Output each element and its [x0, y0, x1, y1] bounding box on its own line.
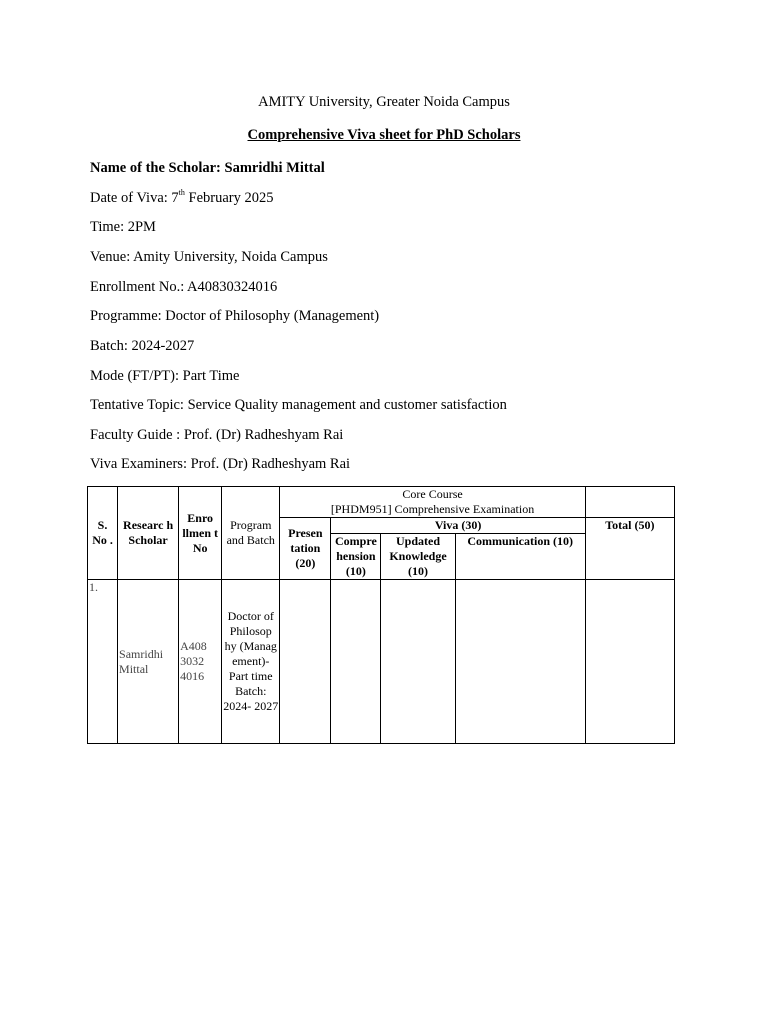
header-presentation: Presen tation (20)	[280, 518, 331, 580]
cell-scholar: Samridhi Mittal	[118, 580, 179, 744]
sheet-title: Comprehensive Viva sheet for PhD Scholars	[247, 127, 521, 143]
cell-comprehension	[331, 580, 381, 744]
cell-communication	[455, 580, 585, 744]
cell-presentation	[280, 580, 331, 744]
header-blank	[585, 487, 674, 518]
cell-total	[585, 580, 674, 744]
university-name: AMITY University, Greater Noida Campus	[258, 94, 510, 110]
header-total: Total (50)	[585, 518, 674, 580]
header-communication: Communication (10)	[455, 534, 585, 580]
cell-sno: 1.	[88, 580, 118, 744]
enrollment-number: Enrollment No.: A40830324016	[90, 279, 278, 295]
header-enrollment: Enro llmen t No	[179, 487, 222, 580]
programme: Programme: Doctor of Philosophy (Management)	[90, 308, 380, 324]
batch: Batch: 2024-2027	[90, 338, 195, 354]
table-row	[88, 580, 675, 744]
cell-program: Doctor of Philosop hy (Manag ement)- Part time Batch: 2024- 2027	[222, 580, 280, 744]
header-updated-knowledge: Updated Knowledge (10)	[381, 534, 455, 580]
evaluation-table	[87, 486, 675, 744]
header-sno: S. No .	[88, 487, 118, 580]
header-scholar: Researc h Scholar	[118, 487, 179, 580]
viva-time: Time: 2PM	[90, 219, 156, 235]
viva-venue: Venue: Amity University, Noida Campus	[90, 249, 328, 265]
viva-examiners: Viva Examiners: Prof. (Dr) Radheshyam Rai	[90, 456, 351, 472]
viva-date: Date of Viva: 7th February 2025	[90, 188, 274, 206]
header-comprehension: Compre hension (10)	[331, 534, 381, 580]
cell-enrollment: A408 3032 4016	[179, 580, 222, 744]
study-mode: Mode (FT/PT): Part Time	[90, 368, 240, 384]
header-viva: Viva (30)	[331, 518, 585, 534]
header-core-course: Core Course [PHDM951] Comprehensive Examination	[280, 487, 586, 518]
tentative-topic: Tentative Topic: Service Quality management and customer satisfaction	[90, 397, 507, 413]
cell-updated-knowledge	[381, 580, 455, 744]
faculty-guide: Faculty Guide : Prof. (Dr) Radheshyam Rai	[90, 427, 344, 443]
scholar-name: Name of the Scholar: Samridhi Mittal	[90, 160, 325, 176]
header-program: Program and Batch	[222, 487, 280, 580]
